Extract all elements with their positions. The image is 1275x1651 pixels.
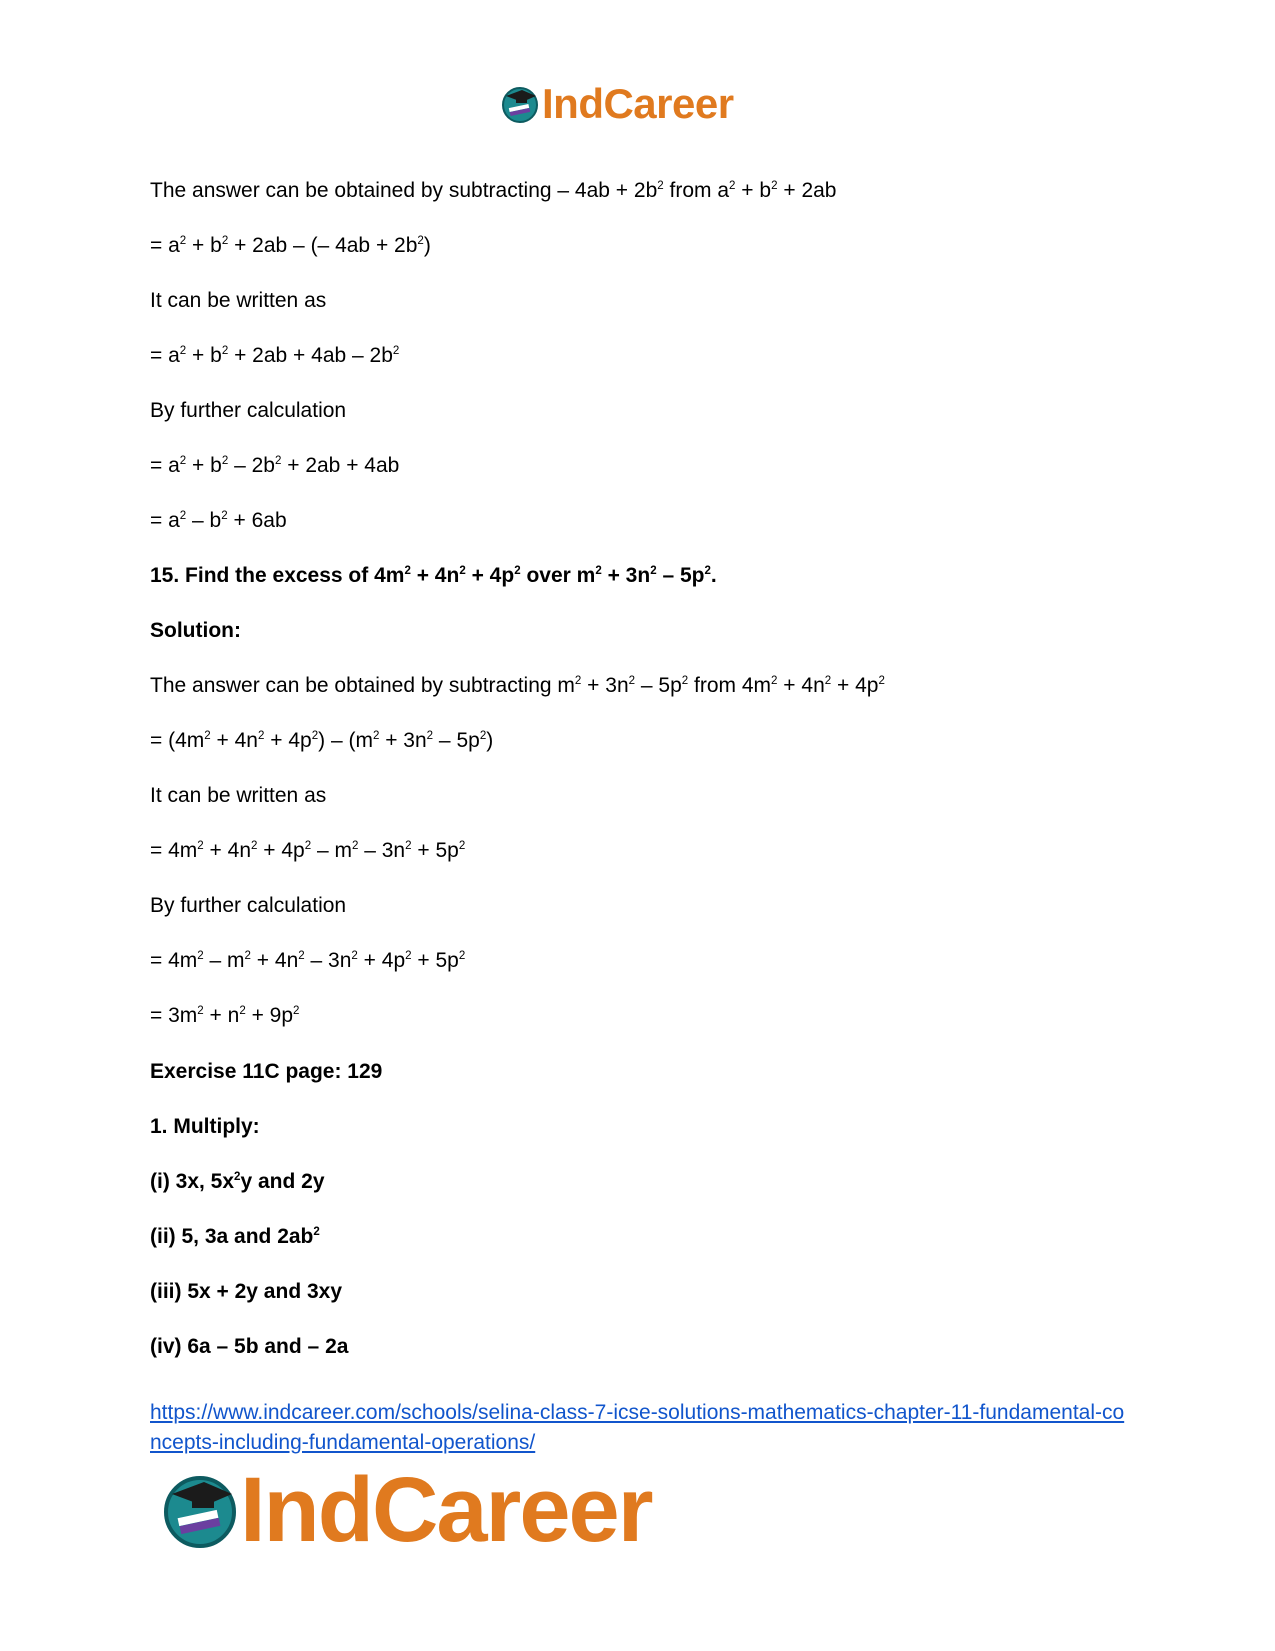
text-segment: + b <box>186 234 222 257</box>
text-line <box>150 455 399 476</box>
text-segment: from 4m <box>688 674 772 697</box>
text-segment: + n <box>203 1004 240 1027</box>
text-segment: + 6ab <box>227 509 287 532</box>
superscript: 2 <box>574 674 582 687</box>
superscript: 2 <box>221 344 229 357</box>
superscript: 2 <box>197 949 204 962</box>
text-segment: The answer can be obtained by subtracting – 4ab + 2b <box>150 179 658 202</box>
text-segment: = a <box>150 509 180 532</box>
superscript: 2 <box>878 674 885 687</box>
text-segment: over m <box>520 564 596 587</box>
superscript: 2 <box>179 454 187 467</box>
header-logo <box>500 82 734 126</box>
superscript: 2 <box>405 839 412 852</box>
text-segment: – m <box>203 949 245 972</box>
text-segment: + b <box>186 454 222 477</box>
globe-graduate-icon <box>160 1470 240 1550</box>
text-segment: + 3n <box>581 674 629 697</box>
text-segment: 1. Multiply: <box>150 1115 260 1138</box>
text-segment: from a <box>663 179 730 202</box>
text-segment: ) – (m <box>318 729 373 752</box>
text-segment: + 4p <box>465 564 515 587</box>
text-segment: + b <box>735 179 772 202</box>
text-line <box>150 565 717 586</box>
text-line <box>150 400 346 421</box>
globe-graduate-icon <box>500 84 540 124</box>
text-segment: = a <box>150 234 180 257</box>
superscript: 2 <box>650 564 657 577</box>
text-segment: y and 2y <box>240 1170 325 1193</box>
text-segment: + 2ab + 4ab – 2b <box>228 344 393 367</box>
text-line <box>150 620 241 641</box>
text-segment: The answer can be obtained by subtracting m <box>150 674 575 697</box>
text-segment: By further calculation <box>150 894 347 917</box>
superscript: 2 <box>351 839 359 852</box>
text-segment: ) <box>423 234 431 257</box>
text-line <box>150 1116 260 1137</box>
text-segment: – b <box>186 509 222 532</box>
text-segment: – 5p <box>656 564 705 587</box>
superscript: 2 <box>221 234 229 247</box>
text-line <box>150 290 326 311</box>
text-line <box>150 235 431 256</box>
text-line <box>150 950 465 971</box>
text-line <box>150 1281 342 1302</box>
superscript: 2 <box>704 564 711 577</box>
text-segment: + 2ab <box>777 179 837 202</box>
text-segment: + 2ab – (– 4ab + 2b <box>228 234 418 257</box>
superscript: 2 <box>311 729 319 742</box>
text-line <box>150 180 837 201</box>
footer-logo <box>160 1459 652 1561</box>
text-segment: + 9p <box>245 1004 294 1027</box>
text-segment: + 2ab + 4ab <box>281 454 400 477</box>
text-segment: + 4n <box>250 949 299 972</box>
superscript: 2 <box>234 1170 241 1183</box>
superscript: 2 <box>351 949 358 962</box>
superscript: 2 <box>239 1004 246 1017</box>
superscript: 2 <box>514 564 521 577</box>
text-segment: = 3m <box>150 1004 198 1027</box>
logo-text: IndCareer <box>240 1459 652 1561</box>
text-segment: – 2b <box>228 454 275 477</box>
superscript: 2 <box>293 1004 300 1017</box>
text-segment: = 4m <box>150 949 198 972</box>
text-segment: ) <box>486 729 494 752</box>
text-segment: (iii) 5x + 2y and 3xy <box>150 1280 343 1303</box>
text-segment: + 4p <box>264 729 312 752</box>
text-line <box>150 895 346 916</box>
superscript: 2 <box>298 949 305 962</box>
text-segment: + 5p <box>411 839 459 862</box>
text-segment: – m <box>311 839 352 862</box>
superscript: 2 <box>426 729 434 742</box>
superscript: 2 <box>257 729 265 742</box>
text-segment: + 4n <box>777 674 825 697</box>
text-line <box>150 1171 325 1192</box>
text-segment: + 4n <box>410 564 460 587</box>
superscript: 2 <box>417 234 424 247</box>
text-line <box>150 345 399 366</box>
superscript: 2 <box>392 344 400 357</box>
text-line <box>150 675 885 696</box>
text-segment: + 3n <box>601 564 651 587</box>
superscript: 2 <box>197 1004 204 1017</box>
superscript: 2 <box>251 839 258 852</box>
text-segment: . <box>710 564 717 587</box>
text-segment: = 4m <box>150 839 198 862</box>
superscript: 2 <box>459 564 466 577</box>
text-segment: + 4n <box>210 729 258 752</box>
text-segment: (i) 3x, 5x <box>150 1170 235 1193</box>
text-segment: – 5p <box>433 729 480 752</box>
text-line <box>150 730 493 751</box>
superscript: 2 <box>204 729 211 742</box>
text-segment: = a <box>150 344 180 367</box>
text-line <box>150 1226 320 1247</box>
text-segment: + 4p <box>831 674 879 697</box>
superscript: 2 <box>771 674 778 687</box>
text-segment: + 3n <box>379 729 427 752</box>
text-segment: Solution: <box>150 619 241 642</box>
text-segment: It can be written as <box>150 289 327 312</box>
superscript: 2 <box>458 949 466 962</box>
text-line <box>150 510 287 531</box>
text-segment: + b <box>186 344 222 367</box>
text-segment: + 5p <box>411 949 459 972</box>
superscript: 2 <box>405 949 412 962</box>
superscript: 2 <box>657 179 664 192</box>
text-line <box>150 1061 382 1082</box>
text-line <box>150 1336 348 1357</box>
superscript: 2 <box>681 674 689 687</box>
superscript: 2 <box>729 179 736 192</box>
text-segment: – 3n <box>358 839 406 862</box>
text-segment: By further calculation <box>150 399 347 422</box>
superscript: 2 <box>244 949 251 962</box>
superscript: 2 <box>221 454 229 467</box>
superscript: 2 <box>197 839 204 852</box>
superscript: 2 <box>595 564 602 577</box>
superscript: 2 <box>372 729 380 742</box>
superscript: 2 <box>179 344 187 357</box>
superscript: 2 <box>824 674 832 687</box>
superscript: 2 <box>404 564 411 577</box>
superscript: 2 <box>274 454 282 467</box>
text-segment: = a <box>150 454 180 477</box>
text-segment: + 4p <box>357 949 406 972</box>
logo-text: IndCareer <box>542 80 734 127</box>
text-segment: It can be written as <box>150 784 327 807</box>
text-line <box>150 1005 299 1026</box>
text-segment: (ii) 5, 3a and 2ab <box>150 1225 314 1248</box>
text-segment: + 4p <box>257 839 305 862</box>
superscript: 2 <box>179 234 187 247</box>
superscript: 2 <box>313 1225 320 1238</box>
superscript: 2 <box>628 674 636 687</box>
text-segment: (iv) 6a – 5b and – 2a <box>150 1335 349 1358</box>
text-line <box>150 840 465 861</box>
superscript: 2 <box>179 509 187 522</box>
superscript: 2 <box>221 509 228 522</box>
source-link[interactable]: https://www.indcareer.com/schools/selina-class-7-icse-solutions-mathematics-chapter-11-fundamental-concepts-including-fundamental-operations/ <box>150 1401 1125 1454</box>
text-segment: 15. Find the excess of 4m <box>150 564 405 587</box>
superscript: 2 <box>479 729 487 742</box>
text-segment: – 3n <box>304 949 352 972</box>
text-line <box>150 785 326 806</box>
superscript: 2 <box>304 839 312 852</box>
text-segment: + 4n <box>203 839 251 862</box>
superscript: 2 <box>771 179 778 192</box>
text-segment: = (4m <box>150 729 205 752</box>
text-segment: – 5p <box>635 674 682 697</box>
superscript: 2 <box>458 839 466 852</box>
text-segment: Exercise 11C page: 129 <box>150 1060 383 1083</box>
